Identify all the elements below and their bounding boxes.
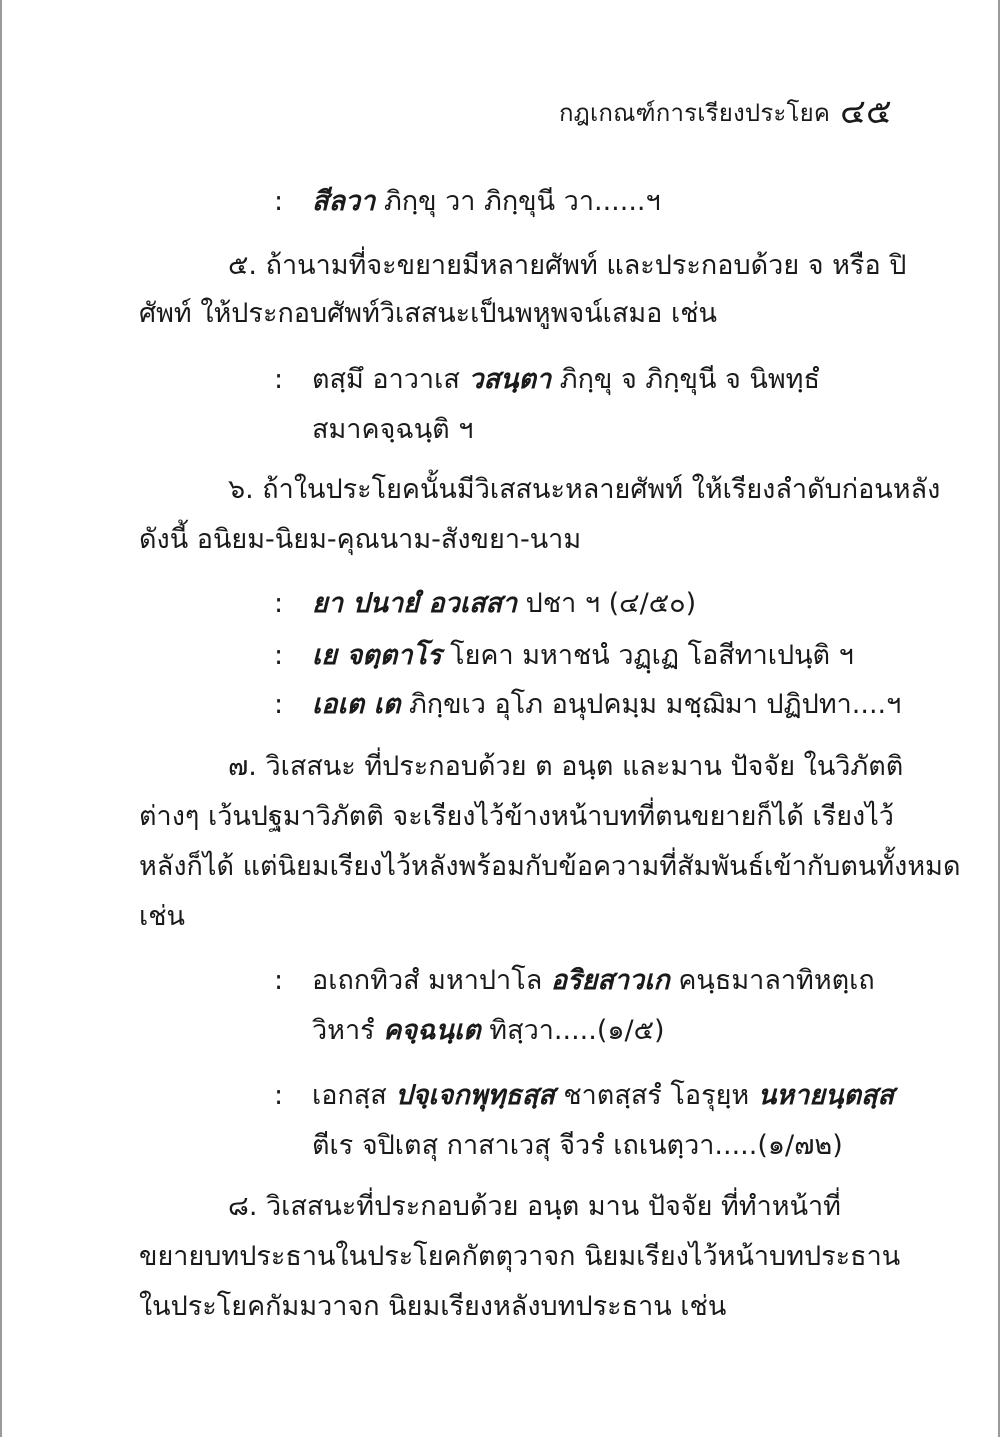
example-colon: : bbox=[274, 689, 284, 720]
bold-term: คจฺฉนฺเต bbox=[383, 1015, 481, 1046]
running-header bbox=[559, 84, 892, 138]
example-rule-6b bbox=[274, 637, 899, 675]
rule-8-line-1: ๘. วิเสสนะที่ประกอบด้วย อนฺต มาน ปัจจัย ที่ทำหน้าที่ bbox=[228, 1191, 841, 1222]
rule-8-line-2: ขยายบทประธานในประโยคกัตตุวาจก นิยมเรียงไว้หน้าบทประธาน bbox=[139, 1241, 901, 1272]
example-text: ตสฺมึ อาวาเส bbox=[312, 364, 469, 395]
rule-7-line-3: หลังก็ได้ แต่นิยมเรียงไว้หลังพร้อมกับข้อความที่สัมพันธ์เข้ากับตนทั้งหมด bbox=[139, 851, 961, 882]
example-silava bbox=[274, 183, 899, 221]
example-text: อเถกทิวสํ มหาปาโล bbox=[312, 965, 551, 996]
page-number: ๔๕ bbox=[840, 92, 892, 132]
example-text: เอกสฺส bbox=[312, 1080, 396, 1111]
rule-6-line-1: ๖. ถ้าในประโยคนั้นมีวิเสสนะหลายศัพท์ ให้เรียงลำดับก่อนหลัง bbox=[228, 474, 941, 505]
bold-term: อริยสาวเก bbox=[550, 965, 670, 996]
example-rule-6a bbox=[274, 585, 899, 623]
example-colon: : bbox=[274, 588, 284, 619]
bold-term: ยา ปนายํ อวเสสา bbox=[312, 588, 518, 619]
example-text: ปชา ฯ (๔/๕๐) bbox=[517, 588, 697, 619]
example-colon: : bbox=[274, 1080, 284, 1111]
bold-term: เอเต เต bbox=[312, 689, 401, 720]
example-rule-7b bbox=[274, 1077, 899, 1165]
example-text: วิหารํ bbox=[312, 1015, 384, 1046]
rule-6-line-2: ดังนี้ อนิยม-นิยม-คุณนาม-สังขยา-นาม bbox=[139, 524, 582, 555]
example-text: ภิกฺขเว อุโภ อนุปคมฺม มชฺฌิมา ปฏิปทา....ฯ bbox=[400, 689, 902, 720]
rule-5-line-2: ศัพท์ ให้ประกอบศัพท์วิเสสนะเป็นพหูพจน์เสมอ เช่น bbox=[139, 298, 717, 329]
example-rule-5 bbox=[274, 361, 899, 449]
rule-7-line-4: เช่น bbox=[139, 901, 186, 932]
example-colon: : bbox=[274, 186, 284, 217]
bold-term: วสนฺตา bbox=[468, 364, 552, 395]
example-text: ตีเร จปิเตสุ กาสาเวสุ จีวรํ เถเนตฺวา.....(๑/๗๒) bbox=[312, 1130, 843, 1161]
example-text: โยคา มหาชนํ วฏฺเฏ โอสีทาเปนฺติ ฯ bbox=[441, 640, 854, 671]
example-text: ชาตสฺสรํ โอรุยฺห bbox=[554, 1080, 758, 1111]
example-text: คนฺธมาลาทิหตฺเถ bbox=[669, 965, 875, 996]
bold-term: ปจฺเจกพุทฺธสฺส bbox=[395, 1080, 555, 1111]
rule-5-line-1: ๕. ถ้านามที่จะขยายมีหลายศัพท์ และประกอบด้วย จ หรือ ปิ bbox=[228, 250, 907, 281]
example-colon: : bbox=[274, 640, 284, 671]
rule-7-line-2: ต่างๆ เว้นปฐมาวิภัตติ จะเรียงไว้ข้างหน้าบทที่ตนขยายก็ได้ เรียงไว้ bbox=[139, 801, 894, 832]
example-rule-7a bbox=[274, 962, 899, 1050]
rule-8-line-3: ในประโยคกัมมวาจก นิยมเรียงหลังบทประธาน เช่น bbox=[139, 1291, 727, 1322]
example-text: สมาคจฺฉนฺติ ฯ bbox=[312, 414, 474, 445]
example-colon: : bbox=[274, 965, 284, 996]
example-colon: : bbox=[274, 364, 284, 395]
example-text: ภิกฺขุ จ ภิกฺขุนี จ นิพทฺธํ bbox=[551, 364, 820, 395]
example-text: ทิสฺวา.....(๑/๕) bbox=[480, 1015, 665, 1046]
example-text: ภิกฺขุ วา ภิกฺขุนี วา......ฯ bbox=[375, 186, 661, 217]
example-rule-6c bbox=[274, 686, 902, 724]
bold-term: สีลวา bbox=[312, 186, 376, 217]
bold-term: นหายนฺตสฺส bbox=[757, 1080, 894, 1111]
header-title: กฎเกณฑ์การเรียงประโยค bbox=[558, 99, 831, 127]
rule-7-line-1: ๗. วิเสสนะ ที่ประกอบด้วย ต อนฺต และมาน ปัจจัย ในวิภัตติ bbox=[228, 751, 904, 782]
bold-term: เย จตฺตาโร bbox=[312, 640, 442, 671]
